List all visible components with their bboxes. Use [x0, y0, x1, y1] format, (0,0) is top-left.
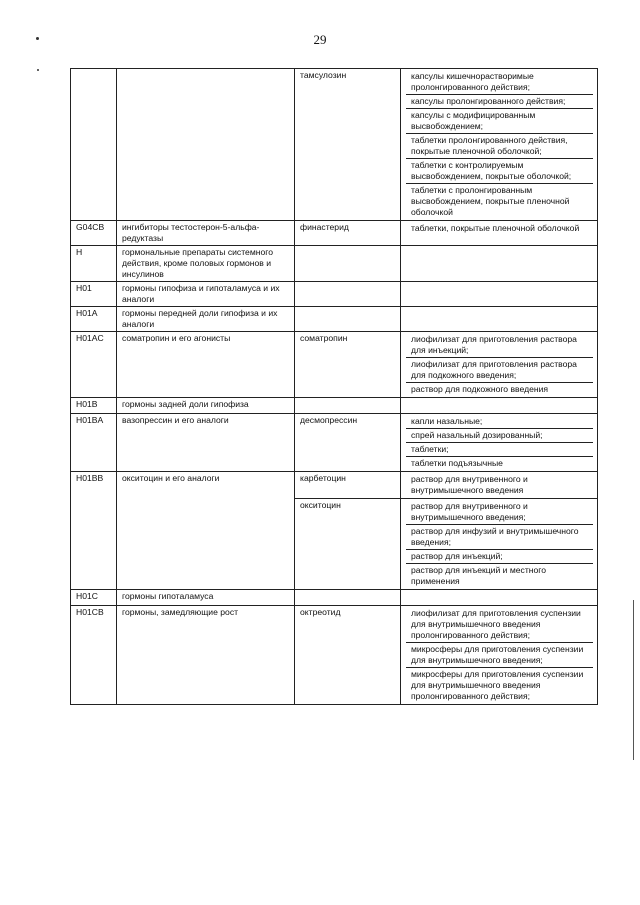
dosage-form-item: капли назальные; — [406, 415, 593, 429]
dosage-forms-cell — [401, 606, 598, 705]
atc-code-cell — [71, 69, 117, 221]
atc-code-cell: H01C — [71, 590, 117, 606]
atc-code-cell: H01CB — [71, 606, 117, 705]
dosage-form-item: раствор для внутривенного и внутримышечного введения — [411, 474, 528, 495]
dosage-form-item: таблетки; — [406, 443, 593, 457]
dosage-form-item: микросферы для приготовления суспензии для внутримышечного введения; — [406, 643, 593, 668]
group-name-cell: гормоны задней доли гипофиза — [117, 398, 295, 414]
group-name-cell: окситоцин и его аналоги — [117, 472, 295, 499]
table-row — [71, 606, 598, 705]
atc-code-cell — [71, 499, 117, 590]
dosage-form-item — [406, 308, 593, 321]
substance-cell — [295, 398, 401, 414]
atc-code-cell: H01A — [71, 307, 117, 332]
group-name-cell: гормоны передней доли гипофиза и их аналоги — [117, 307, 295, 332]
dosage-forms-cell — [401, 69, 598, 221]
substance-cell: карбетоцин — [295, 472, 401, 499]
dosage-forms-cell — [401, 246, 598, 282]
dosage-form-item: капсулы с модифицированным высвобождением; — [406, 109, 593, 134]
scan-dot-mark — [36, 37, 39, 40]
drug-table — [70, 68, 598, 705]
table-row — [71, 332, 598, 398]
substance-cell: окситоцин — [295, 499, 401, 590]
atc-code-cell: H01BB — [71, 472, 117, 499]
dosage-forms-cell — [401, 472, 598, 499]
atc-code-cell: H01B — [71, 398, 117, 414]
atc-code-cell: H01AC — [71, 332, 117, 398]
table-row — [71, 499, 598, 590]
dosage-form-item: таблетки с контролируемым высвобождением, покрытые оболочкой; — [406, 159, 593, 184]
table-row — [71, 472, 598, 499]
dosage-form-item: лиофилизат для приготовления раствора для подкожного введения; — [406, 358, 593, 383]
scan-dot-mark — [37, 69, 39, 71]
substance-cell — [295, 282, 401, 307]
table-row — [71, 282, 598, 307]
dosage-form-item: капсулы пролонгированного действия; — [406, 95, 593, 109]
table-row — [71, 414, 598, 472]
dosage-form-item — [406, 591, 593, 604]
table-row — [71, 590, 598, 606]
table-row — [71, 307, 598, 332]
substance-cell: октреотид — [295, 606, 401, 705]
dosage-form-item: таблетки подъязычные — [411, 458, 503, 468]
dosage-form-item — [406, 399, 593, 412]
dosage-form-item: микросферы для приготовления суспензии для внутримышечного введения пролонгированного действия; — [411, 669, 584, 701]
group-name-cell — [117, 499, 295, 590]
dosage-form-item — [406, 247, 593, 260]
atc-code-cell: H — [71, 246, 117, 282]
dosage-form-item: раствор для инъекций; — [406, 550, 593, 564]
dosage-forms-cell — [401, 398, 598, 414]
group-name-cell: вазопрессин и его аналоги — [117, 414, 295, 472]
dosage-form-item: раствор для подкожного введения — [411, 384, 549, 394]
substance-cell: финастерид — [295, 221, 401, 246]
group-name-cell: ингибиторы тестостерон-5-альфа-редуктазы — [117, 221, 295, 246]
dosage-form-item — [406, 283, 593, 296]
dosage-forms-cell — [401, 590, 598, 606]
group-name-cell: гормональные препараты системного действия, кроме половых гормонов и инсулинов — [117, 246, 295, 282]
dosage-form-item: таблетки с пролонгированным высвобождением, покрытые пленочной оболочкой — [411, 185, 570, 217]
dosage-forms-cell — [401, 282, 598, 307]
group-name-cell: гормоны, замедляющие рост — [117, 606, 295, 705]
substance-cell — [295, 246, 401, 282]
atc-code-cell: H01BA — [71, 414, 117, 472]
dosage-form-item: капсулы кишечнорастворимые пролонгированного действия; — [406, 70, 593, 95]
dosage-form-item: лиофилизат для приготовления раствора для инъекций; — [406, 333, 593, 358]
table-row — [71, 246, 598, 282]
scan-edge-line — [633, 600, 634, 760]
substance-cell: соматропин — [295, 332, 401, 398]
group-name-cell: гормоны гипофиза и гипоталамуса и их аналоги — [117, 282, 295, 307]
page-number: 29 — [313, 32, 327, 47]
dosage-form-item: лиофилизат для приготовления суспензии для внутримышечного введения пролонгированного действия; — [406, 607, 593, 643]
dosage-form-item: раствор для инъекций и местного применения — [411, 565, 547, 586]
dosage-form-item: раствор для инфузий и внутримышечного введения; — [406, 525, 593, 550]
substance-cell — [295, 307, 401, 332]
atc-code-cell: H01 — [71, 282, 117, 307]
atc-code-cell: G04CB — [71, 221, 117, 246]
dosage-form-item: таблетки пролонгированного действия, покрытые пленочной оболочкой; — [406, 134, 593, 159]
dosage-forms-cell — [401, 414, 598, 472]
substance-cell: десмопрессин — [295, 414, 401, 472]
table-row — [71, 69, 598, 221]
table-row — [71, 398, 598, 414]
substance-cell — [295, 590, 401, 606]
dosage-forms-cell — [401, 499, 598, 590]
dosage-form-item: раствор для внутривенного и внутримышечного введения; — [406, 500, 593, 525]
group-name-cell — [117, 69, 295, 221]
group-name-cell: соматропин и его агонисты — [117, 332, 295, 398]
dosage-form-item: таблетки, покрытые пленочной оболочкой — [411, 223, 580, 233]
table-row — [71, 221, 598, 246]
dosage-forms-cell — [401, 221, 598, 246]
substance-cell: тамсулозин — [295, 69, 401, 221]
group-name-cell: гормоны гипоталамуса — [117, 590, 295, 606]
dosage-form-item: спрей назальный дозированный; — [406, 429, 593, 443]
dosage-forms-cell — [401, 307, 598, 332]
dosage-forms-cell — [401, 332, 598, 398]
